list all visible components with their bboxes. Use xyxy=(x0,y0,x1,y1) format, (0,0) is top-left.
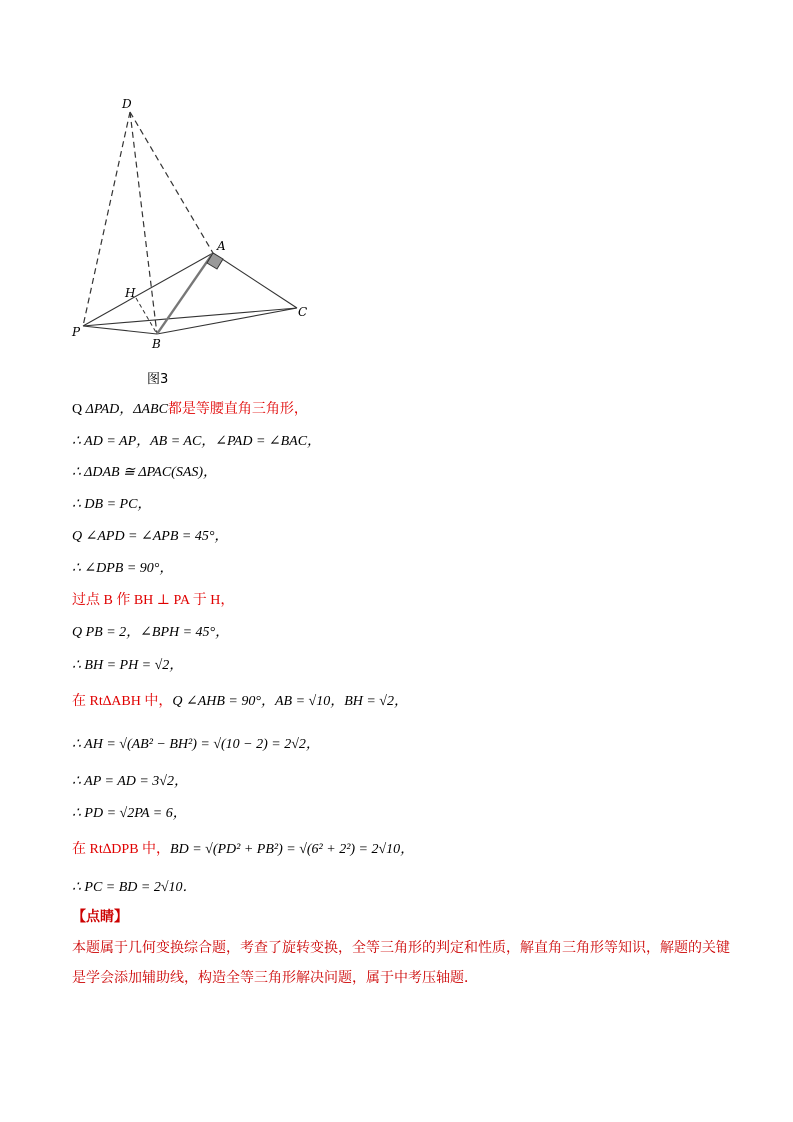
solution-line-9: ∴ BH = PH = √2， xyxy=(72,658,184,673)
line-1-text: 都是等腰直角三角形， xyxy=(167,402,308,417)
edge-DA xyxy=(130,112,213,253)
line-14-text: 在 Rt∆DPB 中， xyxy=(72,842,171,857)
edge-DP xyxy=(83,112,130,326)
solution-line-6: ∴ ∠DPB = 90°， xyxy=(72,561,174,576)
solution-line-4: ∴ DB = PC， xyxy=(72,497,152,512)
solution-line-10 xyxy=(72,690,408,710)
line-10-math: Q ∠AHB = 90°，AB = √10，BH = √2， xyxy=(172,694,408,709)
edge-BC xyxy=(157,308,297,334)
label-B: B xyxy=(152,337,161,351)
label-P: P xyxy=(72,325,81,339)
solution-line-7: 过点 B 作 BH ⊥ PA 于 H， xyxy=(72,593,235,608)
comment-body: 本题属于几何变换综合题，考查了旋转变换，全等三角形的判定和性质，解直角三角形等知识，解题的关键是学会添加辅助线，构造全等三角形解决问题，属于中考压轴题． xyxy=(72,940,730,986)
solution-line-5: Q ∠APD = ∠APB = 45°， xyxy=(72,529,229,544)
line-10-text: 在 Rt∆ABH 中， xyxy=(72,694,173,709)
edge-AB xyxy=(157,253,213,334)
geometry-figure xyxy=(60,90,330,360)
label-C: C xyxy=(298,305,308,319)
edge-PB xyxy=(83,326,157,334)
line-1-math: ΔPAD，ΔABC xyxy=(85,402,168,417)
edge-AC xyxy=(213,253,297,308)
line-14-math: BD = √(PD² + PB²) = √(6² + 2²) = 2√10， xyxy=(170,842,415,857)
solution-line-8: Q PB = 2，∠BPH = 45°， xyxy=(72,625,230,640)
label-H: H xyxy=(125,286,136,300)
because-symbol: Q xyxy=(72,402,86,417)
edge-PC xyxy=(83,308,297,326)
solution-line-1 xyxy=(72,398,308,418)
solution-line-13: ∴ PD = √2PA = 6， xyxy=(72,806,187,821)
figure-svg xyxy=(60,90,330,360)
label-D: D xyxy=(122,97,132,111)
solution-line-11: ∴ AH = √(AB² − BH²) = √(10 − 2) = 2√2， xyxy=(72,737,320,752)
label-A: A xyxy=(217,239,226,253)
solution-line-2: ∴ AD = AP，AB = AC，∠PAD = ∠BAC， xyxy=(72,434,322,449)
comment-heading: 【点睛】 xyxy=(72,909,128,925)
solution-line-3: ∴ ΔDAB ≅ ΔPAC(SAS)， xyxy=(72,465,218,480)
figure-caption: 图3 xyxy=(147,372,169,387)
solution-line-15: ∴ PC = BD = 2√10． xyxy=(72,880,197,895)
edge-DB xyxy=(130,112,157,334)
solution-line-14 xyxy=(72,838,414,858)
solution-line-12: ∴ AP = AD = 3√2， xyxy=(72,774,188,789)
